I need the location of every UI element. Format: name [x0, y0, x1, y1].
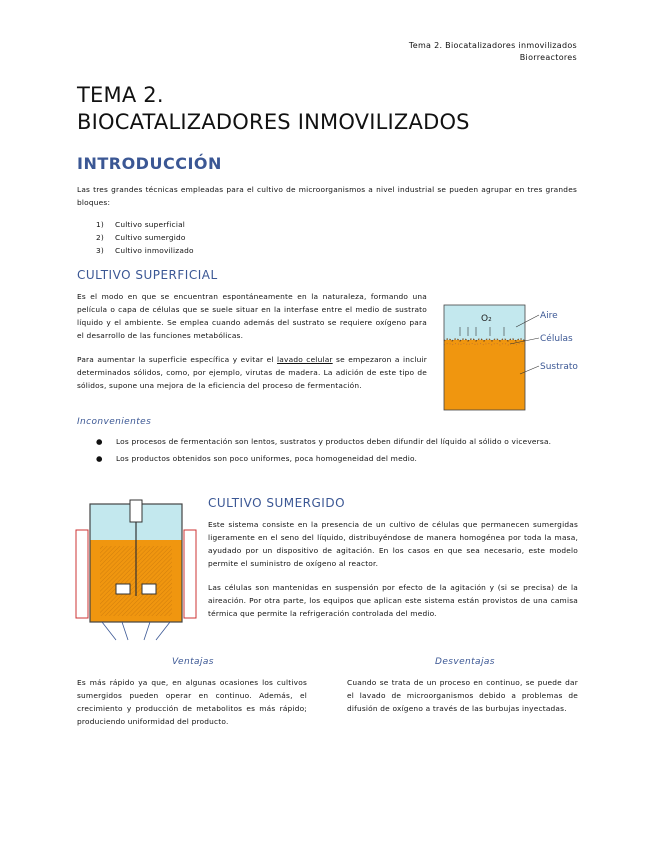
superficial-heading: CULTIVO SUPERFICIAL	[77, 268, 218, 282]
sustrato-label: Sustrato	[540, 362, 578, 372]
list-item: ● Los procesos de fermentación son lentos, sustratos y productos deben difundir del líquido al sólido o viceversa.	[96, 437, 552, 446]
list-number: 3)	[96, 246, 104, 255]
list-number: 2)	[96, 233, 104, 242]
superficial-paragraph-1: Es el modo en que se encuentran espontáneamente en la naturaleza, formando una película o capa de células que se suele situar en la interfase entre el medio de sustrato líquido y el ambiente. Se emplea cuando además del sustrato se requiere oxígeno para el desarrollo de las funciones metabólicas.	[77, 292, 427, 340]
motor-icon	[130, 500, 142, 522]
o2-label: O₂	[481, 314, 492, 324]
page-title-line-2: BIOCATALIZADORES INMOVILIZADOS	[77, 110, 470, 134]
intro-text: Las tres grandes técnicas empleadas para el cultivo de microorganismos a nivel industrial se pueden agrupar en tres grandes bloques:	[77, 185, 577, 207]
list-item	[96, 244, 396, 257]
aire-label: Aire	[540, 311, 558, 321]
list-label: Cultivo superficial	[115, 220, 186, 229]
impeller-blade	[116, 584, 130, 594]
inconvenientes-heading: Inconvenientes	[77, 417, 152, 427]
list-number: 1)	[96, 220, 104, 229]
header-line-2: Biorreactores	[519, 53, 577, 62]
sumergido-paragraph-2: Las células son mantenidas en suspensión por efecto de la agitación y (si se precisa) de la aireación. Por otra parte, los equipos que aplican este sistema están provistos de una camisa térmica que permite la refrigeración controlada del medio.	[208, 583, 578, 618]
intro-list	[96, 218, 396, 257]
surface-culture-figure	[440, 300, 590, 415]
header-line-1: Tema 2. Biocatalizadores inmovilizados	[408, 41, 577, 50]
impeller-blade	[142, 584, 156, 594]
list-label: Cultivo sumergido	[115, 233, 186, 242]
list-label: Cultivo inmovilizado	[115, 246, 194, 255]
sumergido-paragraph-1: Este sistema consiste en la presencia de un cultivo de células que permanecen sumergidas ligeramente en el seno del líquido, distribuyéndose de manera homogénea por toda la masa, ayudado por un dispositivo de agitación. En los casos en que sea necesario, este modelo permite el suministro de oxígeno al reactor.	[208, 520, 578, 568]
stirred-tank-figure	[72, 496, 202, 644]
intro-heading: INTRODUCCIÓN	[77, 154, 222, 173]
lavado-celular-link[interactable]: lavado celular	[277, 355, 333, 364]
ventajas-heading: Ventajas	[172, 657, 214, 667]
page-title-line-1: TEMA 2.	[77, 83, 164, 107]
ventajas-text: Es más rápido ya que, en algunas ocasiones los cultivos sumergidos pueden operar en continuo. Además, el crecimiento y producción de metabolitos es más rápido; produciendo uniformidad del producto.	[77, 678, 307, 726]
desventajas-text: Cuando se trata de un proceso en continuo, se puede dar el lavado de microorganismos debido a problemas de difusión de oxígeno a través de las burbujas inyectadas.	[347, 678, 578, 713]
bullet-icon: ●	[96, 437, 103, 446]
list-item	[96, 218, 396, 231]
bullet-icon: ●	[96, 454, 103, 463]
substrate-region	[444, 340, 525, 410]
superficial-paragraph-2: Para aumentar la superficie específica y evitar el lavado celular se empezaron a incluir determinados sólidos, como, por ejemplo, virutas de madera. La adición de este tipo de sólidos, supone una mejora de la eficiencia del proceso de fermentación.	[77, 355, 427, 390]
thermal-jacket-left	[76, 530, 88, 618]
celulas-label: Células	[540, 334, 573, 344]
sumergido-heading: CULTIVO SUMERGIDO	[208, 496, 346, 510]
list-item	[96, 231, 396, 244]
desventajas-heading: Desventajas	[435, 657, 495, 667]
thermal-jacket-right	[184, 530, 196, 618]
running-header	[409, 40, 577, 64]
list-item: ● Los productos obtenidos son poco uniformes, poca homogeneidad del medio.	[96, 454, 418, 463]
